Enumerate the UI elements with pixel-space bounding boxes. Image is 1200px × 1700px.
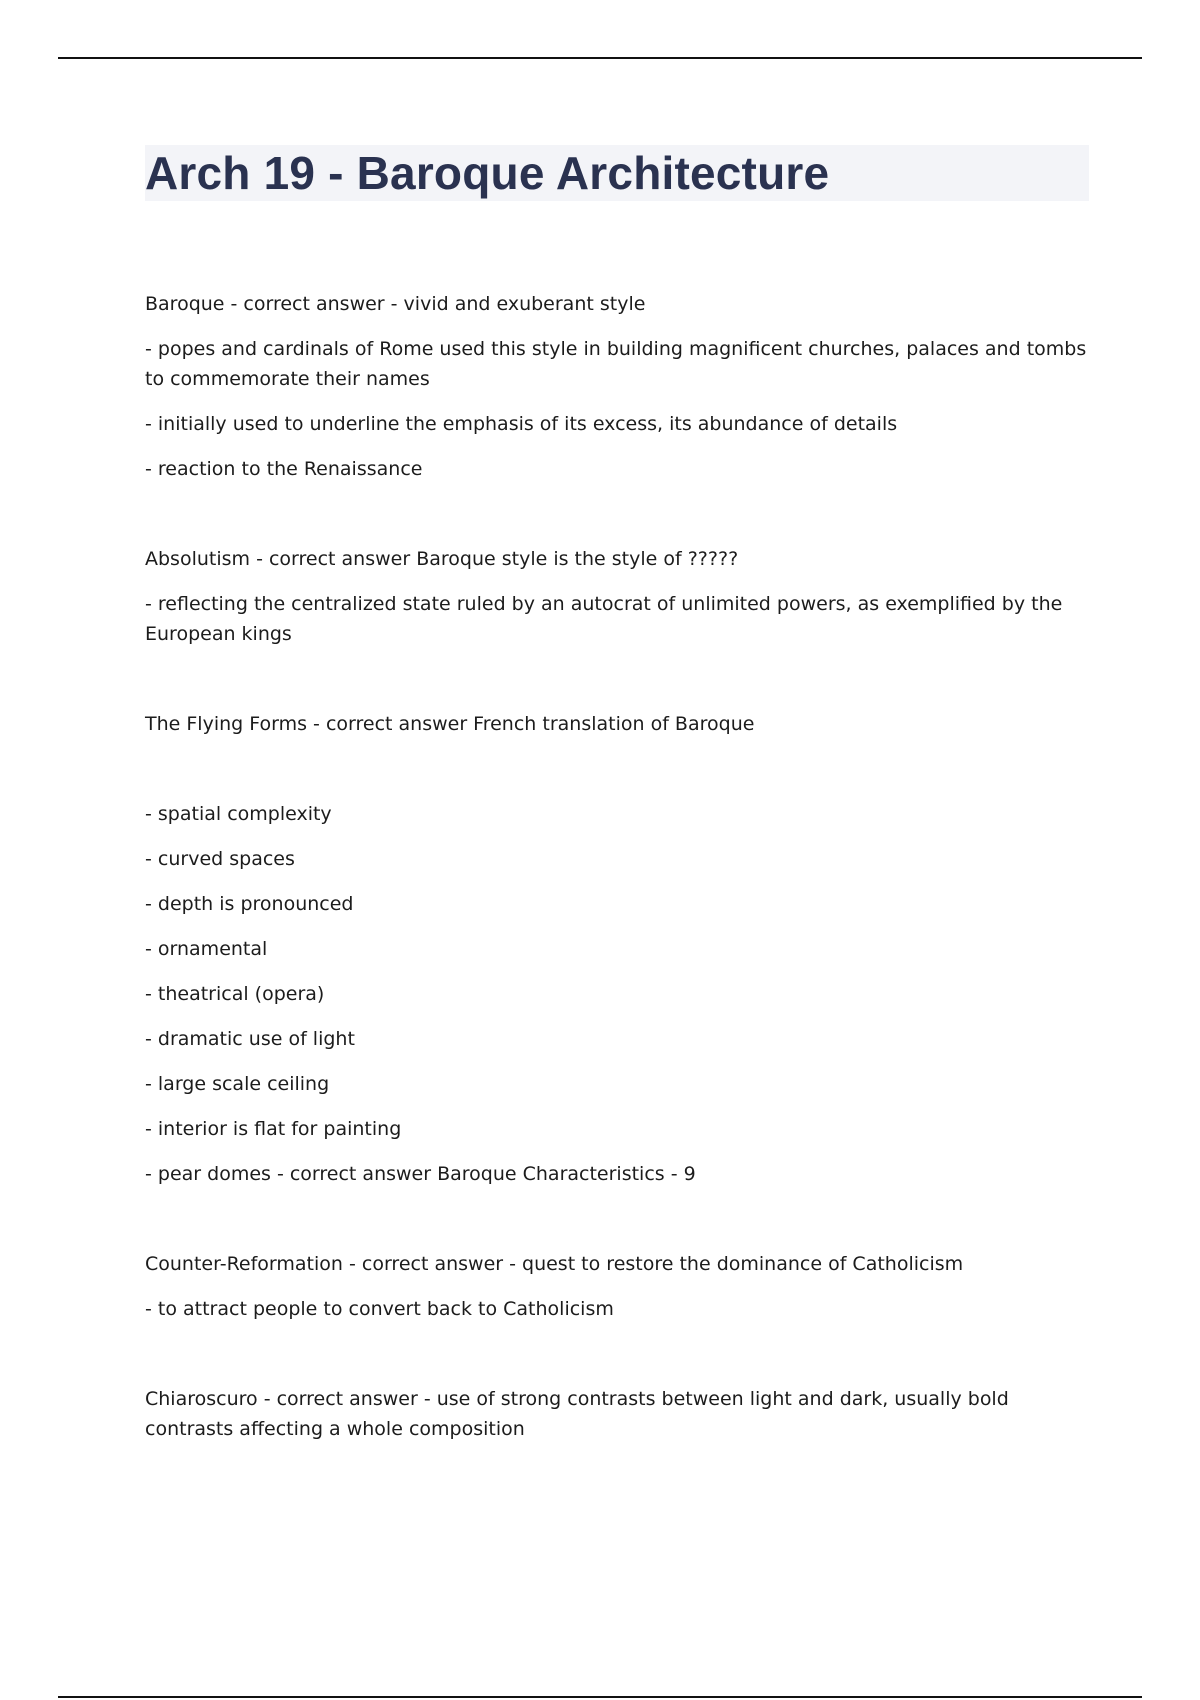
body-line: - pear domes - correct answer Baroque Characteristics - 9 [145,1163,696,1185]
document-title: Arch 19 - Baroque Architecture [145,147,830,199]
body-line: - depth is pronounced [145,893,354,915]
top-rule [58,57,1142,59]
body-line: - initially used to underline the emphasis of its excess, its abundance of details [145,413,898,435]
body-line: Absolutism - correct answer Baroque style is the style of ????? [145,548,739,570]
body-line: Chiaroscuro - correct answer - use of strong contrasts between light and dark, usually bold contrasts affecting a whole composition [145,1388,1009,1440]
body-line: - ornamental [145,938,268,960]
body-line: - curved spaces [145,848,295,870]
section-gap [145,754,1089,799]
title-band [145,145,1089,201]
body-line: Baroque - correct answer - vivid and exuberant style [145,293,646,315]
section-gap [145,1339,1089,1384]
body-line: - reaction to the Renaissance [145,458,423,480]
section-baroque [145,289,1089,484]
section-gap [145,1204,1089,1249]
section-chiaroscuro [145,1384,1089,1444]
body-line: The Flying Forms - correct answer French translation of Baroque [145,713,755,735]
body-line: - interior is flat for painting [145,1118,402,1140]
body-line: - theatrical (opera) [145,983,325,1005]
section-gap [145,499,1089,544]
body-line: - spatial complexity [145,803,332,825]
section-characteristics [145,799,1089,1189]
body-line: - reflecting the centralized state ruled by an autocrat of unlimited powers, as exemplified by the European kings [145,593,1063,645]
body-line: Counter-Reformation - correct answer - quest to restore the dominance of Catholicism [145,1253,964,1275]
document-body [145,289,1089,1444]
body-line: - popes and cardinals of Rome used this style in building magnificent churches, palaces and tombs to commemorate their names [145,338,1087,390]
body-line: - dramatic use of light [145,1028,355,1050]
document-page [145,145,1089,1459]
section-gap [145,664,1089,709]
body-line: - to attract people to convert back to Catholicism [145,1298,614,1320]
section-flying-forms [145,709,1089,739]
section-absolutism [145,544,1089,649]
section-counter-reformation [145,1249,1089,1324]
bottom-rule [58,1696,1142,1698]
body-line: - large scale ceiling [145,1073,330,1095]
